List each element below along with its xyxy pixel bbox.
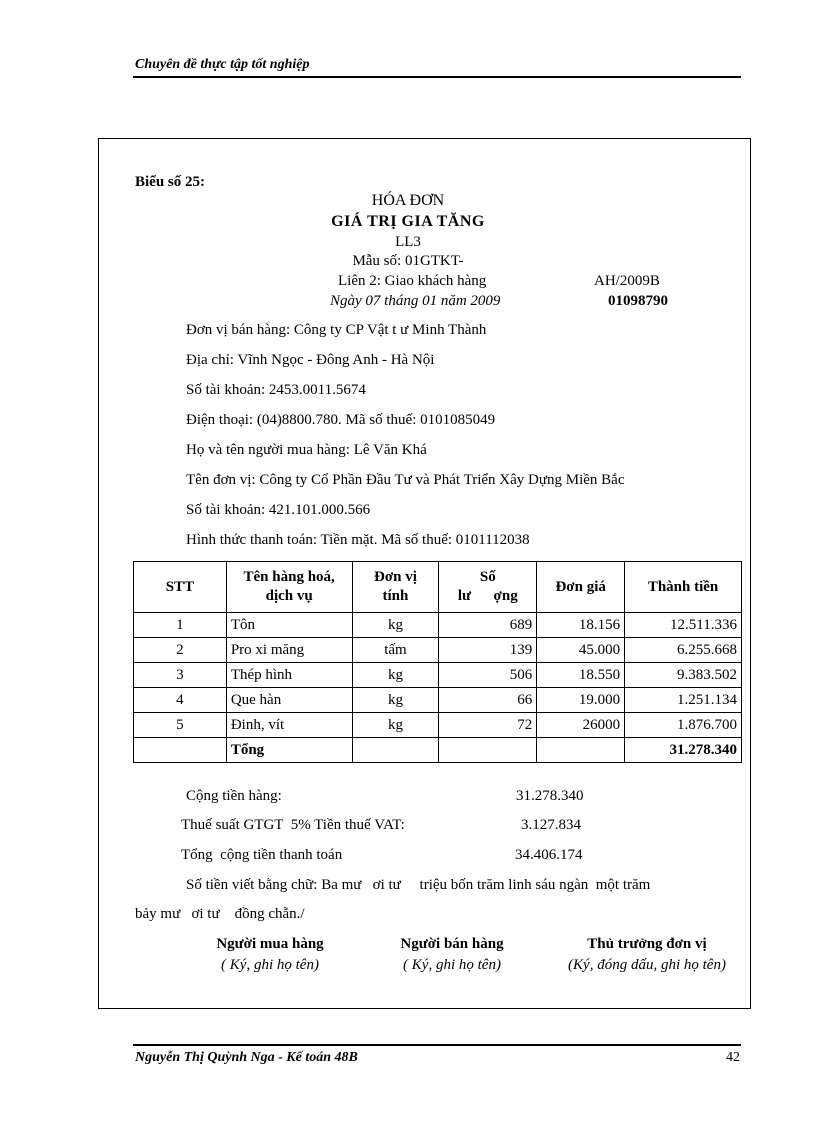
total-amount: 31.278.340 xyxy=(625,738,742,763)
footer-divider xyxy=(133,1044,741,1046)
table-row: 4 Que hàn kg 66 19.000 1.251.134 xyxy=(134,688,742,713)
seller-unit: Đơn vị bán hàng: Công ty CP Vật t ư Minh Thành xyxy=(186,322,487,338)
page-header-title: Chuyên đề thực tập tốt nghiệp xyxy=(135,57,310,72)
invoice-subtitle: GIÁ TRỊ GIA TĂNG xyxy=(331,213,485,230)
header-divider xyxy=(133,76,741,78)
col-header-price: Đơn giá xyxy=(537,562,625,613)
invoice-copy: Liên 2: Giao khách hàng xyxy=(338,273,487,289)
page-number: 42 xyxy=(726,1050,740,1065)
table-row: 1 Tôn kg 689 18.156 12.511.336 xyxy=(134,613,742,638)
total-label: Tổng xyxy=(226,738,352,763)
table-row: 2 Pro xi măng tấm 139 45.000 6.255.668 xyxy=(134,638,742,663)
invoice-title: HÓA ĐƠN xyxy=(371,192,445,209)
amount-in-words-line2: bảy mư ơi tư đồng chẵn./ xyxy=(135,906,305,922)
invoice-series: AH/2009B xyxy=(594,273,660,289)
buyer-account: Số tài khoản: 421.101.000.566 xyxy=(186,502,371,518)
seller-account: Số tài khoản: 2453.0011.5674 xyxy=(186,382,366,398)
table-header-row xyxy=(134,562,742,613)
col-header-name: Tên hàng hoá, dịch vụ xyxy=(226,562,352,613)
table-total-row xyxy=(134,738,742,763)
payment-method: Hình thức thanh toán: Tiền mặt. Mã số thuế: 0101112038 xyxy=(186,532,530,548)
figure-label: Biểu số 25: xyxy=(135,174,206,190)
col-header-stt: STT xyxy=(134,562,227,613)
signature-buyer-note: ( Ký, ghi họ tên) xyxy=(221,957,319,973)
vat-value: 3.127.834 xyxy=(521,817,581,833)
seller-phone: Điện thoại: (04)8800.780. Mã số thuế: 0101085049 xyxy=(186,412,496,428)
goods-total-value: 31.278.340 xyxy=(516,788,584,804)
invoice-table xyxy=(133,561,742,763)
grand-total-label: Tổng cộng tiền thanh toán xyxy=(181,847,343,863)
invoice-date: Ngày 07 tháng 01 năm 2009 xyxy=(330,293,501,309)
invoice-code: LL3 xyxy=(395,234,421,250)
buyer-unit: Tên đơn vị: Công ty Cổ Phần Đầu Tư và Phát Triển Xây Dựng Miền Bắc xyxy=(186,472,625,488)
goods-total-label: Cộng tiền hàng: xyxy=(186,788,282,804)
signature-seller-note: ( Ký, ghi họ tên) xyxy=(403,957,501,973)
table-row: 5 Đinh, vít kg 72 26000 1.876.700 xyxy=(134,713,742,738)
col-header-qty: Số lư ợng xyxy=(439,562,537,613)
col-header-unit: Đơn vị tính xyxy=(352,562,439,613)
signature-head: Thủ trưởng đơn vị xyxy=(587,936,707,952)
amount-in-words-line1: Số tiền viết bằng chữ: Ba mư ơi tư triệu bốn trăm linh sáu ngàn một trăm xyxy=(186,877,651,893)
signature-buyer: Người mua hàng xyxy=(216,936,324,952)
invoice-number: 01098790 xyxy=(608,293,668,309)
col-header-amount: Thành tiền xyxy=(625,562,742,613)
vat-label: Thuế suất GTGT 5% Tiền thuế VAT: xyxy=(181,817,405,833)
invoice-form-number: Mẫu số: 01GTKT- xyxy=(352,253,464,269)
signature-seller: Người bán hàng xyxy=(400,936,504,952)
seller-address: Địa chỉ: Vĩnh Ngọc - Đông Anh - Hà Nội xyxy=(186,352,435,368)
buyer-name: Họ và tên người mua hàng: Lê Văn Khá xyxy=(186,442,427,458)
grand-total-value: 34.406.174 xyxy=(515,847,583,863)
table-row: 3 Thép hình kg 506 18.550 9.383.502 xyxy=(134,663,742,688)
signature-head-note: (Ký, đóng dấu, ghi họ tên) xyxy=(568,957,726,973)
footer-author: Nguyễn Thị Quỳnh Nga - Kế toán 48B xyxy=(135,1050,358,1065)
